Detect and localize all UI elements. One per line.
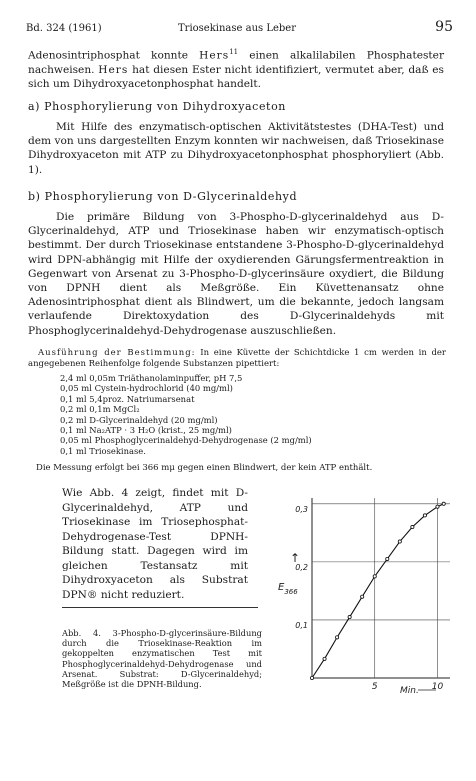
figure-4-chart (270, 488, 460, 698)
reagent-item: 0,2 ml 0,1m MgCl₂ (60, 404, 140, 415)
reagent-item: 2,4 ml 0,05m Triäthanolaminpuffer, pH 7,5 (60, 373, 243, 383)
chart-frame (312, 498, 450, 678)
intro-text-1: Adenosintriphosphat konnte (28, 49, 200, 62)
x-tick-label: 10 (431, 682, 444, 692)
x-tick-label: 5 (371, 682, 378, 692)
figure-caption: Abb. 4. 3-Phospho-D-glycerinsäure-Bildung durch die Triosekinase-Reaktion im gekoppelten enzymatischen Test mit Phosphoglycerinaldehyd-Dehydrogenase und Arsenat. Substrat: D-Glycerinaldehyd; Meßgröße ist die DPNH-Bildung. (62, 628, 262, 690)
intro-text-3: hat diesen Ester nicht identifiziert, vermutet aber, daß es sich um Dihydroxyacetonphosphat handelt. (28, 63, 444, 90)
intro-paragraph (28, 45, 444, 91)
series-line (312, 504, 444, 678)
chart-grid (312, 498, 450, 678)
intro-text-2: einen alkalilabilen Phosphatester nachweisen. (28, 49, 445, 76)
reagent-item: 0,05 ml Cystein-hydrochlorid (40 mg/ml) (60, 383, 233, 394)
y-axis-label (278, 582, 298, 596)
running-header-volume: Bd. 324 (1961) (26, 23, 102, 34)
data-point (361, 595, 364, 598)
section-b-text: Die primäre Bildung von 3-Phospho-D-glycerinaldehyd aus D-Glycerinaldehyd, ATP und Triosekinase haben wir enzymatisch-optisch bestimmt. Der durch Triosekinase entstandene 3-Phospho-D-glycerinaldehyd wird DPN-abhängig mit Hilfe der oxydierenden Gärungsfermentreaktion in Gegenwart von Arsenat zu 3-Phospho-D-glycerinsäure oxydiert, die Bildung von DPNH dient als Meßgröße. Ein Küvettenansatz ohne Adenosintriphosphat dient als Blindwert, um die bekannte, jedoch langsam verlaufende Direktoxydation des D-Glycerinaldehyds mit Phosphoglycerinaldehyd-Dehydrogenase auszuschließen. (28, 211, 444, 337)
reagent-item: 0,05 ml Phosphoglycerinaldehyd-Dehydrogenase (2 mg/ml) (60, 435, 312, 446)
page-number: 95 (435, 19, 453, 35)
author-name: Hers (199, 49, 230, 62)
data-point (373, 575, 376, 578)
data-point (386, 557, 389, 560)
reagent-item: 0,1 ml 5,4proz. Natriumarsenat (60, 393, 195, 404)
x-axis-label: Min. (400, 686, 419, 696)
reference-number: 11 (229, 48, 239, 56)
y-tick-label: 0,3 (295, 504, 308, 514)
data-point (423, 514, 426, 517)
data-point (310, 676, 313, 679)
data-point (323, 657, 326, 660)
data-point (411, 525, 414, 528)
data-point (398, 540, 401, 543)
reagent-item: 0,1 ml Triosekinase. (60, 445, 146, 456)
section-a-heading: a) Phosphorylierung von Dihydroxyaceton (28, 100, 286, 113)
method-description (28, 348, 446, 370)
reagent-list (60, 373, 440, 456)
data-point (335, 636, 338, 639)
tick-labels (295, 505, 443, 692)
y-tick-label: 0,1 (295, 620, 308, 630)
section-b-heading: b) Phosphorylierung von D-Glycerinaldehyd (28, 190, 298, 203)
section-a-text: Mit Hilfe des enzymatisch-optischen Aktivitätstestes (DHA-Test) und dem von uns dargestellten Enzym konnten wir nachweisen, daß Triosekinase Dihydroxyaceton mit ATP zu Dihydroxyacetonphosphat phosphoryliert (Abb. 1). (28, 121, 444, 176)
figure-discussion-text: Wie Abb. 4 zeigt, findet mit D-Glycerinaldehyd, ATP und Triosekinase im Triosephosphat-Dehydrogenase-Test DPNH-Bildung statt. Dagegen wird im gleichen Testansatz mit Dihydroxyaceton als Substrat DPN® nicht reduziert. (62, 487, 248, 601)
running-header-title: Triosekinase aus Leber (178, 23, 296, 34)
divider (62, 607, 258, 608)
y-axis-label-symbol: E (278, 582, 285, 593)
data-point (348, 615, 351, 618)
data-point (436, 505, 439, 508)
data-point (442, 502, 445, 505)
chart-series (310, 502, 445, 679)
reagent-item: 0,1 ml Na₂ATP · 3 H₂O (krist., 25 mg/ml) (60, 425, 232, 436)
y-axis-arrow: ↑ (290, 551, 301, 565)
method-text: In eine Küvette der Schichtdicke 1 cm werden in der angegebenen Reihenfolge folgende Substanzen pipettiert: (28, 348, 446, 369)
measurement-note: Die Messung erfolgt bei 366 mμ gegen einen Blindwert, der kein ATP enthält. (36, 463, 373, 473)
reagent-item: 0,2 ml D-Glycerinaldehyd (20 mg/ml) (60, 414, 218, 425)
y-axis-label-subscript: 366 (284, 588, 298, 596)
author-name: Hers (98, 63, 129, 76)
y-tick-label: 0,2 (295, 562, 308, 572)
method-label: Ausführung der Bestimmung: (38, 348, 196, 358)
